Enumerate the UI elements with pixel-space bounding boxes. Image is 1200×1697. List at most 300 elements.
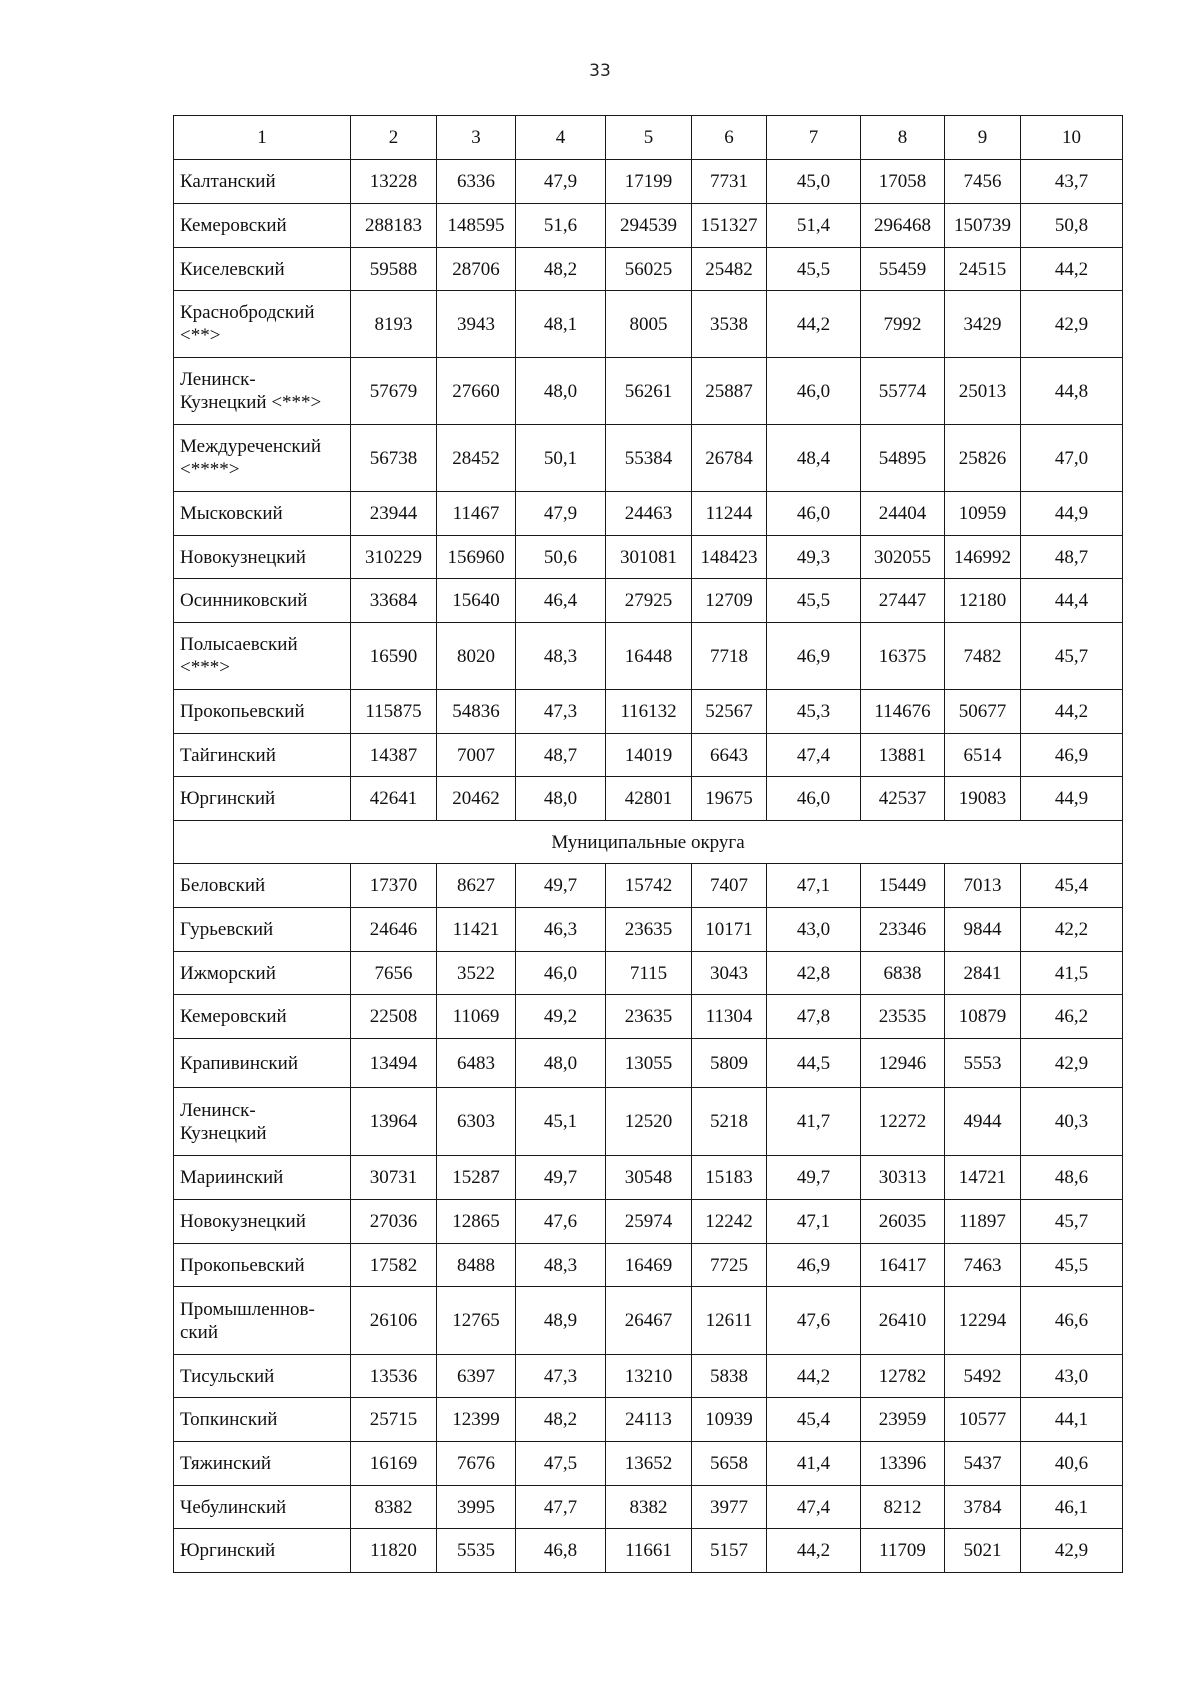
row-name-cell — [174, 204, 351, 248]
value-cell: 27447 — [861, 579, 945, 623]
row-name-cell — [174, 1486, 351, 1529]
table-row — [174, 579, 1123, 623]
value-cell: 42,9 — [1021, 1039, 1123, 1088]
value-cell: 47,8 — [767, 995, 861, 1039]
value-cell: 14387 — [351, 734, 437, 777]
value-cell: 17199 — [606, 160, 692, 204]
row-name-line: Кузнецкий — [180, 1122, 267, 1144]
value-cell: 156960 — [437, 536, 516, 579]
value-cell: 55459 — [861, 248, 945, 291]
value-cell: 6336 — [437, 160, 516, 204]
value-cell: 22508 — [351, 995, 437, 1039]
header-cell: 6 — [692, 116, 767, 160]
value-cell: 25974 — [606, 1200, 692, 1244]
value-cell: 41,7 — [767, 1088, 861, 1156]
value-cell: 45,5 — [1021, 1244, 1123, 1287]
value-cell: 6838 — [861, 952, 945, 995]
value-cell: 8212 — [861, 1486, 945, 1529]
value-cell: 3784 — [945, 1486, 1021, 1529]
value-cell: 46,0 — [516, 952, 606, 995]
row-name-line: Краснобродский — [180, 302, 315, 323]
value-cell: 43,7 — [1021, 160, 1123, 204]
value-cell: 8193 — [351, 291, 437, 358]
header-cell: 5 — [606, 116, 692, 160]
value-cell: 20462 — [437, 777, 516, 821]
row-name-cell — [174, 734, 351, 777]
value-cell: 42,2 — [1021, 908, 1123, 952]
row-name-line: Кузнецкий <***> — [180, 392, 322, 413]
row-name-line: Новокузнецкий — [180, 1211, 306, 1232]
row-name-cell — [174, 536, 351, 579]
value-cell: 294539 — [606, 204, 692, 248]
value-cell: 27660 — [437, 358, 516, 425]
value-cell: 46,9 — [767, 623, 861, 690]
value-cell: 15183 — [692, 1156, 767, 1200]
value-cell: 47,0 — [1021, 425, 1123, 492]
value-cell: 11421 — [437, 908, 516, 952]
value-cell: 7463 — [945, 1244, 1021, 1287]
value-cell: 48,6 — [1021, 1156, 1123, 1200]
value-cell: 45,1 — [516, 1088, 606, 1156]
value-cell: 45,7 — [1021, 1200, 1123, 1244]
value-cell: 7482 — [945, 623, 1021, 690]
value-cell: 54836 — [437, 690, 516, 734]
value-cell: 10959 — [945, 492, 1021, 536]
table-row — [174, 1244, 1123, 1287]
row-name-cell — [174, 1039, 351, 1088]
row-name-cell — [174, 579, 351, 623]
table-row — [174, 1355, 1123, 1398]
row-name-cell — [174, 1088, 351, 1156]
value-cell: 115875 — [351, 690, 437, 734]
value-cell: 3995 — [437, 1486, 516, 1529]
value-cell: 12272 — [861, 1088, 945, 1156]
value-cell: 16375 — [861, 623, 945, 690]
value-cell: 12782 — [861, 1355, 945, 1398]
row-name-line: Новокузнецкий — [180, 546, 306, 568]
row-name-cell — [174, 995, 351, 1039]
value-cell: 50,8 — [1021, 204, 1123, 248]
row-name-cell — [174, 864, 351, 908]
row-name-line: Кемеровский — [180, 215, 287, 236]
value-cell: 27925 — [606, 579, 692, 623]
value-cell: 49,7 — [516, 864, 606, 908]
value-cell: 16448 — [606, 623, 692, 690]
value-cell: 16417 — [861, 1244, 945, 1287]
value-cell: 7676 — [437, 1442, 516, 1486]
row-name-line: Прокопьевский — [180, 701, 305, 722]
value-cell: 150739 — [945, 204, 1021, 248]
value-cell: 12765 — [437, 1287, 516, 1355]
row-name-cell — [174, 291, 351, 358]
value-cell: 43,0 — [767, 908, 861, 952]
value-cell: 30731 — [351, 1156, 437, 1200]
row-name-line: Юргинский — [180, 1540, 276, 1561]
value-cell: 48,9 — [516, 1287, 606, 1355]
value-cell: 46,0 — [767, 358, 861, 425]
value-cell: 49,3 — [767, 536, 861, 579]
value-cell: 42,9 — [1021, 1529, 1123, 1573]
value-cell: 11304 — [692, 995, 767, 1039]
value-cell: 13210 — [606, 1355, 692, 1398]
row-name-line: Прокопьевский — [180, 1254, 305, 1276]
value-cell: 5021 — [945, 1529, 1021, 1573]
value-cell: 12294 — [945, 1287, 1021, 1355]
table-row — [174, 1156, 1123, 1200]
value-cell: 4944 — [945, 1088, 1021, 1156]
value-cell: 7725 — [692, 1244, 767, 1287]
value-cell: 41,4 — [767, 1442, 861, 1486]
value-cell: 8005 — [606, 291, 692, 358]
value-cell: 6483 — [437, 1039, 516, 1088]
value-cell: 7718 — [692, 623, 767, 690]
value-cell: 55774 — [861, 358, 945, 425]
value-cell: 6303 — [437, 1088, 516, 1156]
table-body — [174, 116, 1123, 1573]
value-cell: 46,9 — [1021, 734, 1123, 777]
value-cell: 23635 — [606, 908, 692, 952]
value-cell: 48,7 — [516, 734, 606, 777]
row-name-line: Гурьевский — [180, 919, 274, 940]
value-cell: 12180 — [945, 579, 1021, 623]
value-cell: 48,2 — [516, 1398, 606, 1442]
row-name-cell — [174, 160, 351, 204]
value-cell: 19675 — [692, 777, 767, 821]
value-cell: 116132 — [606, 690, 692, 734]
table-row — [174, 358, 1123, 425]
value-cell: 56025 — [606, 248, 692, 291]
section-row — [174, 821, 1123, 864]
value-cell: 146992 — [945, 536, 1021, 579]
row-name-line: Крапивинский — [180, 1052, 298, 1074]
value-cell: 7656 — [351, 952, 437, 995]
value-cell: 24113 — [606, 1398, 692, 1442]
value-cell: 11467 — [437, 492, 516, 536]
row-name-cell — [174, 1156, 351, 1200]
value-cell: 41,5 — [1021, 952, 1123, 995]
value-cell: 55384 — [606, 425, 692, 492]
value-cell: 46,8 — [516, 1529, 606, 1573]
value-cell: 11820 — [351, 1529, 437, 1573]
row-name-line: Ленинск- — [180, 369, 256, 390]
header-cell: 7 — [767, 116, 861, 160]
header-cell: 2 — [351, 116, 437, 160]
value-cell: 48,0 — [516, 777, 606, 821]
value-cell: 51,6 — [516, 204, 606, 248]
value-cell: 8488 — [437, 1244, 516, 1287]
value-cell: 42641 — [351, 777, 437, 821]
value-cell: 24463 — [606, 492, 692, 536]
value-cell: 42537 — [861, 777, 945, 821]
value-cell: 15640 — [437, 579, 516, 623]
row-name-cell — [174, 908, 351, 952]
value-cell: 6643 — [692, 734, 767, 777]
value-cell: 3522 — [437, 952, 516, 995]
table-row — [174, 492, 1123, 536]
value-cell: 11709 — [861, 1529, 945, 1573]
value-cell: 7013 — [945, 864, 1021, 908]
value-cell: 10879 — [945, 995, 1021, 1039]
row-name-cell — [174, 623, 351, 690]
value-cell: 46,0 — [767, 777, 861, 821]
value-cell: 11069 — [437, 995, 516, 1039]
value-cell: 46,9 — [767, 1244, 861, 1287]
table-row — [174, 204, 1123, 248]
value-cell: 40,6 — [1021, 1442, 1123, 1486]
value-cell: 15449 — [861, 864, 945, 908]
value-cell: 12709 — [692, 579, 767, 623]
value-cell: 40,3 — [1021, 1088, 1123, 1156]
value-cell: 46,3 — [516, 908, 606, 952]
value-cell: 7731 — [692, 160, 767, 204]
data-table — [173, 115, 1123, 1573]
row-name-cell — [174, 1398, 351, 1442]
value-cell: 45,4 — [767, 1398, 861, 1442]
value-cell: 296468 — [861, 204, 945, 248]
value-cell: 6397 — [437, 1355, 516, 1398]
value-cell: 26035 — [861, 1200, 945, 1244]
value-cell: 3977 — [692, 1486, 767, 1529]
table-row — [174, 160, 1123, 204]
value-cell: 7456 — [945, 160, 1021, 204]
value-cell: 46,4 — [516, 579, 606, 623]
value-cell: 14721 — [945, 1156, 1021, 1200]
value-cell: 25715 — [351, 1398, 437, 1442]
table-row — [174, 623, 1123, 690]
value-cell: 46,0 — [767, 492, 861, 536]
value-cell: 47,3 — [516, 1355, 606, 1398]
row-name-line: Топкинский — [180, 1409, 278, 1430]
table-row — [174, 1486, 1123, 1529]
table-row — [174, 291, 1123, 358]
value-cell: 47,6 — [767, 1287, 861, 1355]
value-cell: 25013 — [945, 358, 1021, 425]
table-row — [174, 690, 1123, 734]
value-cell: 13964 — [351, 1088, 437, 1156]
value-cell: 52567 — [692, 690, 767, 734]
row-name-line: Полысаевский — [180, 634, 298, 655]
value-cell: 25826 — [945, 425, 1021, 492]
value-cell: 50,6 — [516, 536, 606, 579]
value-cell: 47,1 — [767, 864, 861, 908]
value-cell: 12399 — [437, 1398, 516, 1442]
value-cell: 48,2 — [516, 248, 606, 291]
value-cell: 48,3 — [516, 623, 606, 690]
value-cell: 45,5 — [767, 579, 861, 623]
value-cell: 48,3 — [516, 1244, 606, 1287]
value-cell: 7007 — [437, 734, 516, 777]
table-row — [174, 908, 1123, 952]
value-cell: 48,7 — [1021, 536, 1123, 579]
value-cell: 13652 — [606, 1442, 692, 1486]
value-cell: 23535 — [861, 995, 945, 1039]
value-cell: 10577 — [945, 1398, 1021, 1442]
value-cell: 44,2 — [767, 291, 861, 358]
value-cell: 43,0 — [1021, 1355, 1123, 1398]
value-cell: 23635 — [606, 995, 692, 1039]
value-cell: 30548 — [606, 1156, 692, 1200]
value-cell: 44,2 — [1021, 248, 1123, 291]
value-cell: 49,7 — [516, 1156, 606, 1200]
value-cell: 23944 — [351, 492, 437, 536]
value-cell: 301081 — [606, 536, 692, 579]
value-cell: 47,5 — [516, 1442, 606, 1486]
value-cell: 15742 — [606, 864, 692, 908]
value-cell: 17582 — [351, 1244, 437, 1287]
value-cell: 45,4 — [1021, 864, 1123, 908]
value-cell: 16169 — [351, 1442, 437, 1486]
row-name-line: Беловский — [180, 875, 266, 896]
row-name-cell — [174, 492, 351, 536]
value-cell: 48,1 — [516, 291, 606, 358]
value-cell: 11897 — [945, 1200, 1021, 1244]
value-cell: 28706 — [437, 248, 516, 291]
value-cell: 16469 — [606, 1244, 692, 1287]
row-name-line: <**> — [180, 325, 221, 346]
value-cell: 148423 — [692, 536, 767, 579]
value-cell: 47,9 — [516, 492, 606, 536]
value-cell: 310229 — [351, 536, 437, 579]
value-cell: 42801 — [606, 777, 692, 821]
value-cell: 12520 — [606, 1088, 692, 1156]
value-cell: 50,1 — [516, 425, 606, 492]
table-row — [174, 1442, 1123, 1486]
value-cell: 23959 — [861, 1398, 945, 1442]
section-title: Муниципальные округа — [174, 821, 1123, 864]
value-cell: 5535 — [437, 1529, 516, 1573]
row-name-cell — [174, 425, 351, 492]
value-cell: 10939 — [692, 1398, 767, 1442]
row-name-cell — [174, 1442, 351, 1486]
value-cell: 59588 — [351, 248, 437, 291]
value-cell: 44,2 — [767, 1529, 861, 1573]
table-row — [174, 1287, 1123, 1355]
value-cell: 11244 — [692, 492, 767, 536]
value-cell: 24646 — [351, 908, 437, 952]
value-cell: 42,8 — [767, 952, 861, 995]
value-cell: 33684 — [351, 579, 437, 623]
value-cell: 57679 — [351, 358, 437, 425]
value-cell: 8382 — [351, 1486, 437, 1529]
value-cell: 6514 — [945, 734, 1021, 777]
value-cell: 26106 — [351, 1287, 437, 1355]
value-cell: 114676 — [861, 690, 945, 734]
value-cell: 3043 — [692, 952, 767, 995]
value-cell: 23346 — [861, 908, 945, 952]
value-cell: 24404 — [861, 492, 945, 536]
row-name-line: Калтанский — [180, 171, 276, 192]
row-name-line: Промышленнов- — [180, 1298, 315, 1320]
value-cell: 13228 — [351, 160, 437, 204]
value-cell: 44,2 — [1021, 690, 1123, 734]
value-cell: 2841 — [945, 952, 1021, 995]
value-cell: 44,9 — [1021, 492, 1123, 536]
row-name-cell — [174, 777, 351, 821]
value-cell: 45,0 — [767, 160, 861, 204]
value-cell: 11661 — [606, 1529, 692, 1573]
value-cell: 48,4 — [767, 425, 861, 492]
value-cell: 5218 — [692, 1088, 767, 1156]
value-cell: 48,0 — [516, 358, 606, 425]
value-cell: 46,2 — [1021, 995, 1123, 1039]
value-cell: 3538 — [692, 291, 767, 358]
value-cell: 19083 — [945, 777, 1021, 821]
value-cell: 47,9 — [516, 160, 606, 204]
value-cell: 51,4 — [767, 204, 861, 248]
value-cell: 17370 — [351, 864, 437, 908]
value-cell: 8627 — [437, 864, 516, 908]
header-cell: 1 — [174, 116, 351, 160]
value-cell: 50677 — [945, 690, 1021, 734]
row-name-line: ский — [180, 1321, 218, 1343]
value-cell: 44,1 — [1021, 1398, 1123, 1442]
table-row — [174, 1200, 1123, 1244]
value-cell: 7407 — [692, 864, 767, 908]
row-name-line: Ижморский — [180, 962, 276, 984]
value-cell: 48,0 — [516, 1039, 606, 1088]
value-cell: 46,1 — [1021, 1486, 1123, 1529]
table-row — [174, 777, 1123, 821]
value-cell: 10171 — [692, 908, 767, 952]
value-cell: 5492 — [945, 1355, 1021, 1398]
value-cell: 44,8 — [1021, 358, 1123, 425]
value-cell: 25482 — [692, 248, 767, 291]
value-cell: 13536 — [351, 1355, 437, 1398]
row-name-line: Чебулинский — [180, 1496, 287, 1518]
row-name-line: Мариинский — [180, 1167, 284, 1188]
value-cell: 5437 — [945, 1442, 1021, 1486]
value-cell: 24515 — [945, 248, 1021, 291]
value-cell: 13881 — [861, 734, 945, 777]
value-cell: 13494 — [351, 1039, 437, 1088]
value-cell: 47,6 — [516, 1200, 606, 1244]
value-cell: 5658 — [692, 1442, 767, 1486]
table-row — [174, 425, 1123, 492]
table-row — [174, 952, 1123, 995]
row-name-line: Ленинск- — [180, 1099, 256, 1121]
value-cell: 17058 — [861, 160, 945, 204]
value-cell: 45,3 — [767, 690, 861, 734]
value-cell: 49,7 — [767, 1156, 861, 1200]
value-cell: 26410 — [861, 1287, 945, 1355]
row-name-line: Тайгинский — [180, 744, 276, 766]
value-cell: 42,9 — [1021, 291, 1123, 358]
table-row — [174, 1398, 1123, 1442]
table-row — [174, 248, 1123, 291]
row-name-cell — [174, 690, 351, 734]
value-cell: 288183 — [351, 204, 437, 248]
value-cell: 28452 — [437, 425, 516, 492]
value-cell: 148595 — [437, 204, 516, 248]
value-cell: 47,4 — [767, 734, 861, 777]
row-name-cell — [174, 1355, 351, 1398]
table-row — [174, 734, 1123, 777]
row-name-line: Кемеровский — [180, 1006, 287, 1027]
row-name-line: Юргинский — [180, 788, 276, 809]
value-cell: 47,4 — [767, 1486, 861, 1529]
value-cell: 44,5 — [767, 1039, 861, 1088]
value-cell: 16590 — [351, 623, 437, 690]
row-name-cell — [174, 1200, 351, 1244]
header-cell: 9 — [945, 116, 1021, 160]
header-row — [174, 116, 1123, 160]
value-cell: 44,9 — [1021, 777, 1123, 821]
header-cell: 10 — [1021, 116, 1123, 160]
row-name-cell — [174, 358, 351, 425]
value-cell: 8382 — [606, 1486, 692, 1529]
table-row — [174, 536, 1123, 579]
value-cell: 5157 — [692, 1529, 767, 1573]
